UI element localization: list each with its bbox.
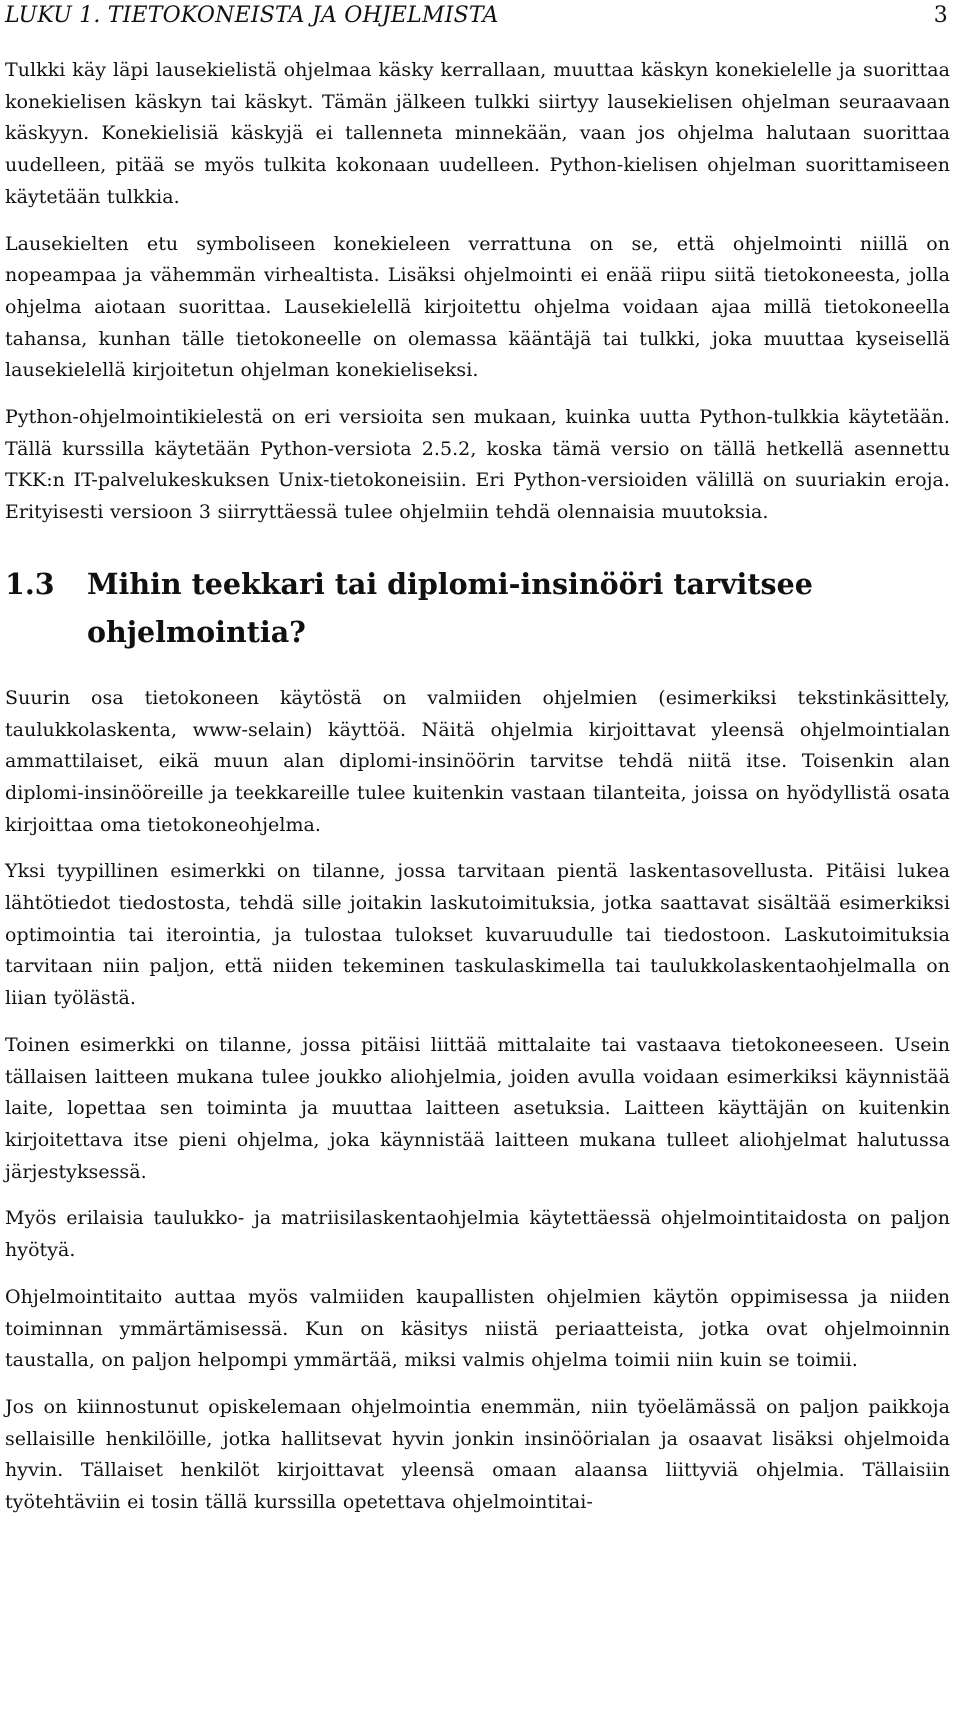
section-number: 1.3 <box>5 566 55 601</box>
section-title: Mihin teekkari tai diplomi-insinööri tarvitsee ohjelmointia? <box>87 566 813 649</box>
chapter-title: LUKU 1. TIETOKONEISTA JA OHJELMISTA <box>5 3 499 28</box>
paragraph-tyoelama: Jos on kiinnostunut opiskelemaan ohjelmointia enemmän, niin työelämässä on paljon paikkoja sellaisille henkilöille, jotka hallitsevat hyvin jonkin insinöörialan ja osaavat lisäksi ohjelmoida hyvin. Tällaiset henkilöt kirjoittavat yleensä omaan alaansa liittyviä ohjelmia. Tällaisiin työtehtäviin ei tosin tällä kurssilla opetettava ohjelmointitai- <box>5 1395 950 1514</box>
page-content <box>5 55 950 1519</box>
paragraph-matriisilaskenta: Myös erilaisia taulukko- ja matriisilaskentaohjelmia käytettäessä ohjelmointitaidosta on paljon hyötyä. <box>5 1207 950 1262</box>
paragraph-valmiit-ohjelmat: Suurin osa tietokoneen käytöstä on valmiiden ohjelmien (esimerkiksi tekstinkäsittely, taulukkolaskenta, www-selain) käyttöä. Näitä ohjelmia kirjoittavat yleensä ohjelmointialan ammattilaiset, eikä muun alan diplomi-insinöörin tarvitse tehdä niitä itse. Toisenkin alan diplomi-insinööreille ja teekkareille tulee kuitenkin vastaan tilanteita, joissa on hyödyllistä osata kirjoittaa oma tietokoneohjelma. <box>5 686 950 836</box>
section-heading <box>5 560 950 656</box>
paragraph-python-versiot: Python-ohjelmointikielestä on eri versioita sen mukaan, kuinka uutta Python-tulkkia käytetään. Tällä kurssilla käytetään Python-versiota 2.5.2, koska tämä versio on tällä hetkellä asennettu TKK:n IT-palvelukeskuksen Unix-tietokoneisiin. Eri Python-versioiden välillä on suuriakin eroja. Erityisesti versioon 3 siirryttäessä tulee ohjelmiin tehdä olennaisia muutoksia. <box>5 406 950 524</box>
paragraph-kaupalliset-ohjelmat: Ohjelmointitaito auttaa myös valmiiden kaupallisten ohjelmien käytön oppimisessa ja niiden toiminnan ymmärtämisessä. Kun on käsitys niistä periaatteista, jotka ovat ohjelmoinnin taustalla, on paljon helpompi ymmärtää, miksi valmis ohjelma toimii niin kuin se toimii. <box>5 1285 950 1372</box>
paragraph-laskentasovellus: Yksi tyypillinen esimerkki on tilanne, jossa tarvitaan pientä laskentasovellusta. Pitäisi lukea lähtötiedot tiedostosta, tehdä sille joitakin laskutoimituksia, jotka saattavat sisältää esimerkiksi optimointia tai iterointia, ja tulostaa tulokset kuvaruudulle tai tiedostoon. Laskutoimituksia tarvitaan niin paljon, että niiden tekeminen taskulaskimella tai taulukkolaskentaohjelmalla on liian työlästä. <box>5 860 950 1010</box>
paragraph-lausekielten-etu: Lausekielten etu symboliseen konekieleen verrattuna on se, että ohjelmointi niillä on nopeampaa ja vähemmän virhealtista. Lisäksi ohjelmointi ei enää riipu siitä tietokoneesta, jolla ohjelma aiotaan suorittaa. Lausekielellä kirjoitettu ohjelma voidaan ajaa millä tietokoneella tahansa, kunhan tälle tietokoneelle on olemassa kääntäjä tai tulkki, joka muuttaa kyseisellä lausekielellä kirjoitetun ohjelman konekieliseksi. <box>5 232 950 382</box>
paragraph-tulkki: Tulkki käy läpi lausekielistä ohjelmaa käsky kerrallaan, muuttaa käskyn konekielelle ja suorittaa konekielisen käskyn tai käskyt. Tämän jälkeen tulkki siirtyy lausekielisen ohjelman seuraavaan käskyyn. Konekielisiä käskyjä ei tallenneta minnekään, vaan jos ohjelma halutaan suorittaa uudelleen, pitää se myös tulkita kokonaan uudelleen. Python-kielisen ohjelman suorittamiseen käytetään tulkkia. <box>5 59 950 208</box>
page-number: 3 <box>933 3 948 28</box>
running-header <box>5 0 950 32</box>
paragraph-mittalaite: Toinen esimerkki on tilanne, jossa pitäisi liittää mittalaite tai vastaava tietokoneeseen. Usein tällaisen laitteen mukana tulee joukko aliohjelmia, joiden avulla voidaan esimerkiksi käynnistää laite, lopettaa sen toiminta ja muuttaa laitteen asetuksia. Laitteen käyttäjän on kuitenkin kirjoitettava itse pieni ohjelma, joka käynnistää laitteen mukana tulleet aliohjelmat halutussa järjestyksessä. <box>5 1033 950 1183</box>
